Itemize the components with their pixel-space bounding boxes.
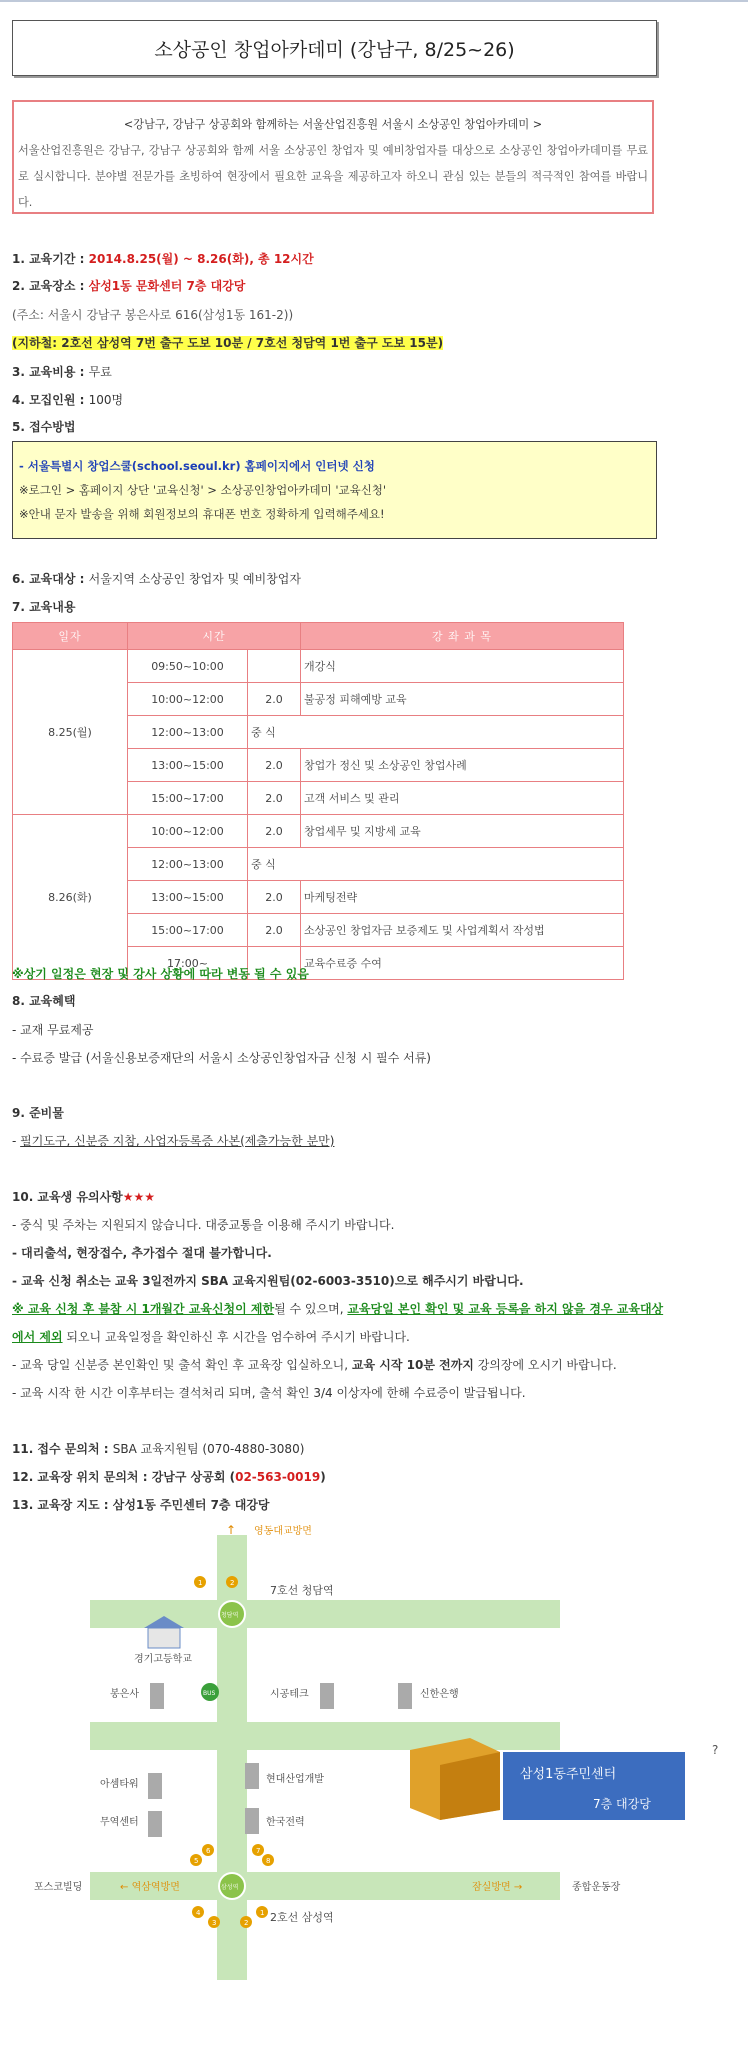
- apply-box: [12, 441, 657, 539]
- shinhan-label: 신한은행: [420, 1689, 459, 1700]
- sports-label: 종합운동장: [572, 1882, 621, 1893]
- station-bottom-label: 2호선 삼성역: [270, 1911, 334, 1924]
- table-row: 12:00~13:00 중 식: [13, 716, 624, 749]
- table-row: 15:00~17:00 2.0 고객 서비스 및 관리: [13, 782, 624, 815]
- section-place: 2. 교육장소 : 삼성1동 문화센터 7층 대강당: [12, 279, 246, 293]
- table-row: 13:00~15:00 2.0 창업가 정신 및 소상공인 창업사례: [13, 749, 624, 782]
- station-top-label: 7호선 청담역: [270, 1584, 334, 1597]
- section-cost: 3. 교육비용 : 무료: [12, 365, 112, 379]
- intro-heading: <강남구, 강남구 상공회와 함께하는 서울산업진흥원 서울시 소상공인 창업아카데미 >: [123, 118, 543, 131]
- benefit-item-2: - 수료증 발급 (서울신용보증재단의 서울시 소상공인창업자금 신청 시 필수 서류): [12, 1051, 431, 1065]
- up-arrow-icon: ↑: [226, 1523, 237, 1537]
- table-row: 17:00~ 교육수료증 수여: [13, 947, 624, 980]
- location-map: [30, 1520, 700, 1980]
- community-center-icon: [410, 1738, 500, 1820]
- callout-line-1: 삼성1동주민센터: [520, 1767, 617, 1782]
- building-icon: [245, 1763, 259, 1789]
- section-target: 6. 교육대상 : 서울지역 소상공인 창업자 및 예비창업자: [12, 572, 301, 586]
- header-course: 강 좌 과 목: [301, 623, 624, 650]
- bongeunsa-label: 봉은사: [110, 1689, 139, 1700]
- benefit-item-1: - 교재 무료제공: [12, 1023, 94, 1037]
- svg-text:8: 8: [266, 1857, 271, 1865]
- svg-text:7: 7: [256, 1847, 261, 1855]
- place-subway: (지하철: 2호선 삼성역 7번 출구 도보 10분 / 7호선 청담역 1번 출구 도보 15분): [12, 336, 444, 350]
- stars-icon: ★★★: [122, 1190, 156, 1204]
- notice-item-4-line1: ※ 교육 신청 후 불참 시 1개월간 교육신청이 제한될 수 있으며, 교육당일 본인 확인 및 교육 등록을 하지 않을 경우 교육대상: [12, 1302, 664, 1316]
- callout-line-2: 7층 대강당: [593, 1797, 651, 1811]
- building-icon: [398, 1683, 412, 1709]
- table-header-row: [13, 623, 624, 650]
- place-address: (주소: 서울시 강남구 봉은사로 616(삼성1동 161-2)): [12, 308, 294, 322]
- notice-item-6: - 교육 시작 한 시간 이후부터는 결석처리 되며, 출석 확인 3/4 이상자에 한해 수료증이 발급됩니다.: [12, 1386, 526, 1400]
- callout-box: [503, 1752, 685, 1820]
- school-label: 경기고등학교: [134, 1654, 192, 1665]
- section-location-inquiry: 12. 교육장 위치 문의처 : 강남구 상공회 (02-563-0019): [12, 1470, 326, 1484]
- page-title: 소상공인 창업아카데미 (강남구, 8/25~26): [12, 20, 657, 76]
- table-row: 15:00~17:00 2.0 소상공인 창업자금 보증제도 및 사업계획서 작성법: [13, 914, 624, 947]
- header-date: 일자: [13, 623, 128, 650]
- prepare-item: - 필기도구, 신분증 지참, 사업자등록증 사본(제출가능한 분만): [12, 1134, 335, 1148]
- apply-line-1: - 서울특별시 창업스쿨(school.seoul.kr) 홈페이지에서 인터넷 신청: [19, 459, 375, 473]
- building-icon: [320, 1683, 334, 1709]
- building-icon: [245, 1808, 259, 1834]
- location-phone: 02-563-0019: [235, 1470, 321, 1484]
- notice-item-3: - 교육 신청 취소는 교육 3일전까지 SBA 교육지원팀(02-6003-3510)으로 해주시기 바랍니다.: [12, 1274, 524, 1288]
- table-row: 8.26(화) 10:00~12:00 2.0 창업세무 및 지방세 교육: [13, 815, 624, 848]
- svg-text:1: 1: [260, 1909, 265, 1917]
- section-prepare: 9. 준비물: [12, 1106, 64, 1120]
- svg-text:1: 1: [198, 1579, 203, 1587]
- kepco-label: 한국전력: [266, 1817, 305, 1828]
- table-row: 12:00~13:00 중 식: [13, 848, 624, 881]
- svg-text:2: 2: [244, 1919, 249, 1927]
- building-icon: [148, 1773, 162, 1799]
- schedule-note: ※상기 일정은 현장 및 강사 상황에 따라 변동 될 수 있음: [12, 967, 309, 981]
- notice-item-4-line2: 에서 제외 되오니 교육일정을 확인하신 후 시간을 엄수하여 주시기 바랍니다.: [12, 1330, 410, 1344]
- table-row: 10:00~12:00 2.0 불공정 피해예방 교육: [13, 683, 624, 716]
- svg-text:4: 4: [196, 1909, 201, 1917]
- table-row: 13:00~15:00 2.0 마케팅전략: [13, 881, 624, 914]
- intro-body: 서울산업진흥원은 강남구, 강남구 상공회와 함께 서울 소상공인 창업자 및 예비창업자를 대상으로 소상공인 창업아카데미를 무료로 실시합니다. 분야별 전문가를 초빙하여 현장에서 필요한 교육을 제공하고자 하오니 관심 있는 분들의 적극적인 참여를 바랍니다.: [18, 144, 648, 209]
- header-time: 시간: [128, 623, 301, 650]
- notice-item-5: - 교육 당일 신분증 본인확인 및 출석 확인 후 교육장 입실하오니, 교육 시작 10분 전까지 강의장에 오시기 바랍니다.: [12, 1358, 617, 1372]
- building-icon: [150, 1683, 164, 1709]
- period-value: 2014.8.25(월) ~ 8.26(화), 총 12시간: [88, 252, 314, 266]
- question-mark: ?: [712, 1743, 719, 1757]
- day2-date: 8.26(화): [13, 815, 128, 980]
- right-direction-label: 잠실방면 →: [472, 1882, 523, 1893]
- bus-label: BUS: [203, 1690, 216, 1697]
- svg-text:2: 2: [230, 1579, 235, 1587]
- hyundai-label: 현대산업개발: [266, 1774, 324, 1785]
- trade-label: 무역센터: [100, 1817, 139, 1828]
- asem-label: 아셈타워: [100, 1779, 139, 1790]
- building-icon: [148, 1811, 162, 1837]
- day1-date: 8.25(월): [13, 650, 128, 815]
- top-direction-label: 영동대교방면: [254, 1526, 312, 1537]
- section-benefit: 8. 교육혜택: [12, 994, 76, 1008]
- intro-box: [12, 100, 654, 214]
- apply-line-2: ※로그인 > 홈페이지 상단 '교육신청' > 소상공인창업아카데미 '교육신청': [19, 483, 387, 497]
- svg-text:3: 3: [212, 1919, 217, 1927]
- section-period: 1. 교육기간 : 2014.8.25(월) ~ 8.26(화), 총 12시간: [12, 252, 314, 266]
- place-value: 삼성1동 문화센터 7층 대강당: [88, 279, 246, 293]
- section-notice: 10. 교육생 유의사항★★★: [12, 1190, 156, 1204]
- section-capacity: 4. 모집인원 : 100명: [12, 393, 124, 407]
- section-content: 7. 교육내용: [12, 600, 76, 614]
- section-apply: 5. 접수방법: [12, 420, 76, 434]
- table-row: 8.25(월) 09:50~10:00 개강식: [13, 650, 624, 683]
- notice-item-1: - 중식 및 주차는 지원되지 않습니다. 대중교통을 이용해 주시기 바랍니다.: [12, 1218, 395, 1232]
- station-top-badge: 청담역: [221, 1612, 239, 1619]
- svg-text:5: 5: [194, 1857, 199, 1865]
- notice-item-2: - 대리출석, 현장접수, 추가접수 절대 불가합니다.: [12, 1246, 272, 1260]
- posco-label: 포스코빌딩: [34, 1882, 83, 1893]
- station-bottom-badge: 삼성역: [221, 1884, 239, 1891]
- section-map: 13. 교육장 지도 : 삼성1동 주민센터 7층 대강당: [12, 1498, 270, 1512]
- apply-line-3: ※안내 문자 발송을 위해 회원정보의 휴대폰 번호 정확하게 입력해주세요!: [19, 507, 385, 521]
- schedule-table: [12, 622, 624, 980]
- section-inquiry: 11. 접수 문의처 : SBA 교육지원팀 (070-4880-3080): [12, 1442, 305, 1456]
- left-direction-label: ← 역삼역방면: [120, 1882, 180, 1893]
- sigongtech-label: 시공테크: [270, 1689, 309, 1700]
- top-border-line: [0, 0, 748, 2]
- svg-text:6: 6: [206, 1847, 211, 1855]
